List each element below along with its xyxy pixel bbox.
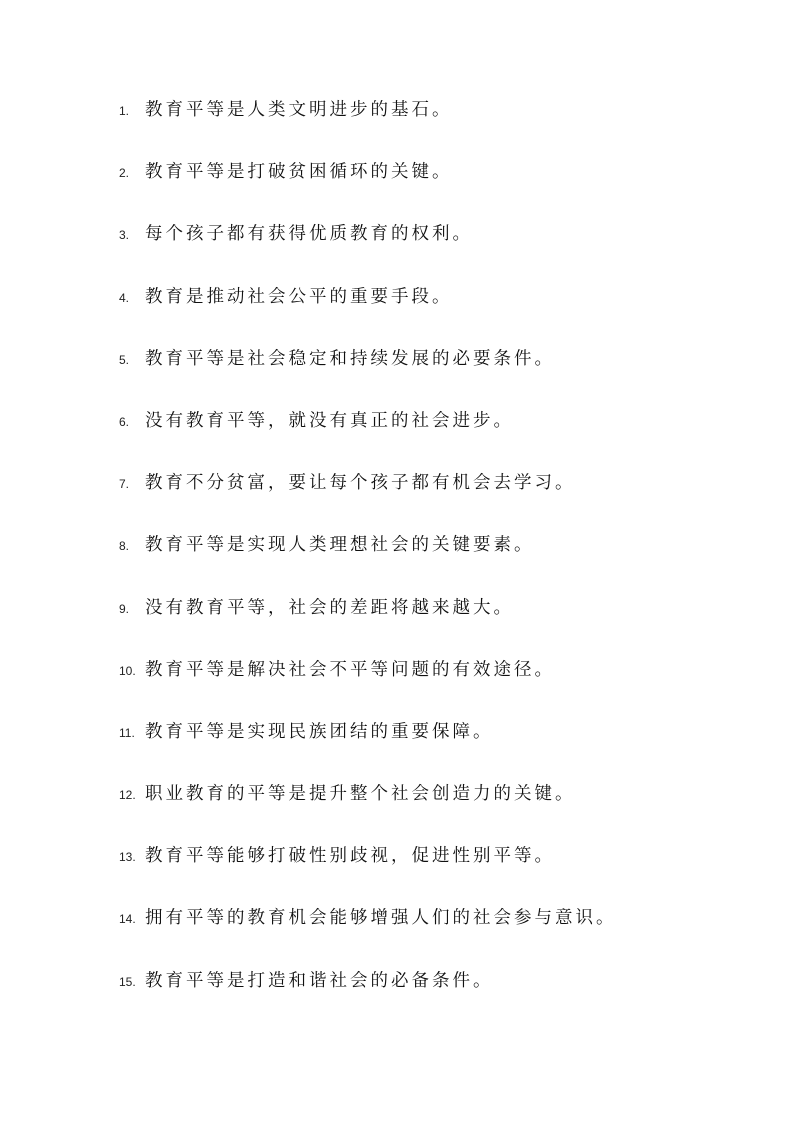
item-text: 教育平等是社会稳定和持续发展的必要条件。 — [145, 348, 555, 369]
item-number: 2. — [119, 166, 130, 181]
list-item — [119, 900, 759, 962]
list-item — [119, 963, 759, 1025]
list-item — [119, 154, 759, 216]
item-number: 1. — [119, 104, 130, 118]
item-text: 职业教育的平等是提升整个社会创造力的关键。 — [145, 784, 576, 805]
item-number: 8. — [119, 539, 130, 554]
item-text: 拥有平等的教育机会能够增强人们的社会参与意识。 — [145, 908, 617, 929]
item-text: 教育不分贫富，要让每个孩子都有机会去学习。 — [145, 473, 576, 494]
list-item — [119, 92, 759, 154]
list-item — [119, 776, 759, 838]
item-text: 教育平等是打破贫困循环的关键。 — [145, 162, 453, 183]
item-text: 没有教育平等，社会的差距将越来越大。 — [145, 597, 514, 618]
list-item — [119, 465, 759, 527]
list-item — [119, 341, 759, 403]
list-item — [119, 403, 759, 465]
item-number: 15. — [119, 974, 136, 989]
item-number: 5. — [119, 352, 130, 367]
item-number: 10. — [119, 663, 136, 678]
list-item — [119, 527, 759, 589]
list-item — [119, 216, 759, 278]
item-number: 9. — [119, 601, 130, 616]
item-number: 13. — [119, 850, 136, 865]
item-text: 没有教育平等，就没有真正的社会进步。 — [145, 410, 514, 431]
list-item — [119, 279, 759, 341]
item-text: 教育是推动社会公平的重要手段。 — [145, 286, 453, 307]
item-number: 12. — [119, 788, 136, 803]
item-text: 每个孩子都有获得优质教育的权利。 — [145, 224, 473, 245]
item-text: 教育平等能够打破性别歧视，促进性别平等。 — [145, 846, 555, 867]
item-text: 教育平等是打造和谐社会的必备条件。 — [145, 970, 494, 991]
item-text: 教育平等是解决社会不平等问题的有效途径。 — [145, 659, 555, 680]
item-number: 3. — [119, 228, 130, 243]
list-item — [119, 714, 759, 776]
numbered-list — [119, 92, 759, 1025]
item-text: 教育平等是人类文明进步的基石。 — [145, 100, 453, 120]
list-item — [119, 652, 759, 714]
item-text: 教育平等是实现民族团结的重要保障。 — [145, 721, 494, 742]
item-number: 7. — [119, 477, 130, 492]
item-number: 6. — [119, 414, 130, 429]
item-number: 11. — [119, 725, 135, 740]
list-item — [119, 838, 759, 900]
item-number: 14. — [119, 912, 136, 927]
list-item — [119, 590, 759, 652]
item-text: 教育平等是实现人类理想社会的关键要素。 — [145, 535, 535, 556]
item-number: 4. — [119, 290, 130, 305]
